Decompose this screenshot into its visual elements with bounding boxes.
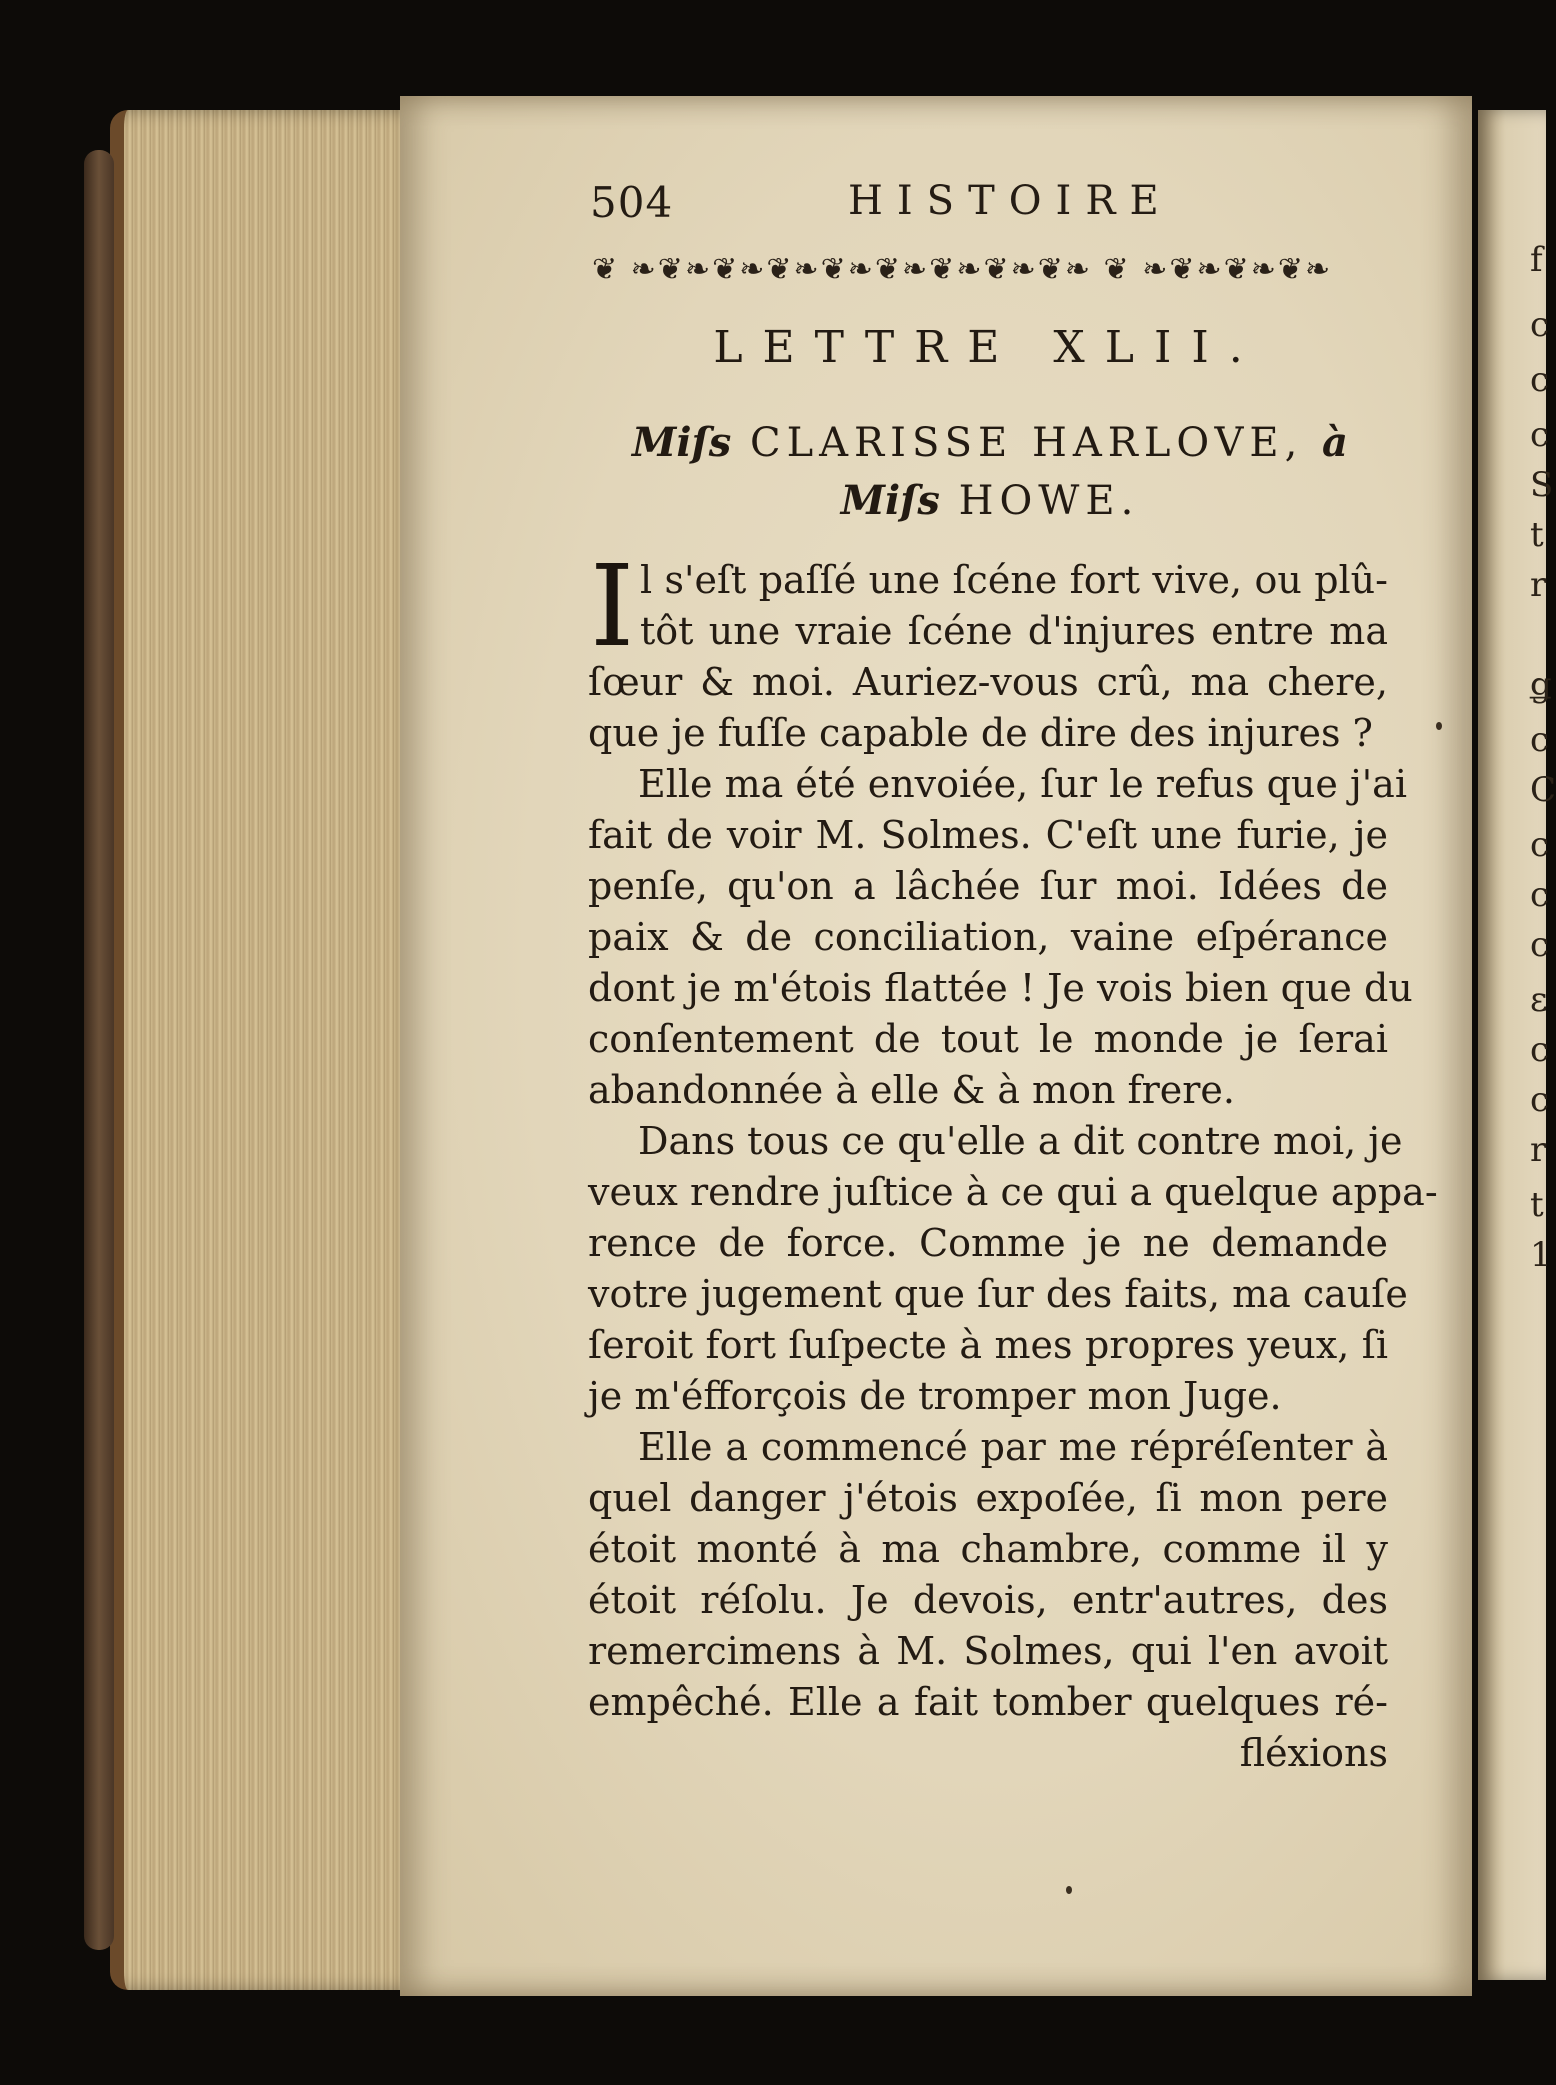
salutation-to: à [1322, 419, 1348, 466]
catchword: fléxions [1239, 1731, 1388, 1775]
salutation-recipient: HOWE. [958, 478, 1140, 524]
running-head: HISTOIRE [848, 178, 1173, 224]
facing-letter: c [1530, 1030, 1550, 1070]
salutation-miss: Miſs [632, 419, 732, 466]
text-line: que je fuſſe capable de dire des injures ? [588, 711, 1373, 755]
salutation-line-2 [600, 472, 1380, 530]
text-line: quel danger j'étois expoſée, ſi mon pere [588, 1476, 1388, 1520]
facing-letter: 1 [1530, 1235, 1552, 1275]
text-line: conſentement de tout le monde je ſerai [588, 1017, 1388, 1061]
letter-body [588, 542, 1438, 1779]
facing-letter: ɛ [1530, 980, 1548, 1020]
facing-letter: c [1530, 925, 1550, 965]
ornament-rule: ❦ ❧❦❧❦❧❦❧❦❧❦❧❦❧❦❧❦❧ ❦ ❧❦❧❦❧❦❧ [592, 252, 1333, 287]
text-line: Elle ma été envoiée, ſur le refus que j'ai [638, 762, 1407, 806]
text-line: fait de voir M. Solmes. C'eſt une furie, je [588, 813, 1388, 857]
page-number: 504 [590, 178, 674, 227]
page-header [590, 168, 1390, 228]
text-line: Dans tous ce qu'elle a dit contre moi, je [638, 1119, 1403, 1163]
ink-speck [1436, 722, 1442, 730]
text-line: dont je m'étois flattée ! Je vois bien que du [588, 966, 1413, 1010]
facing-letter: f [1530, 240, 1543, 280]
facing-letter: t [1530, 515, 1544, 555]
facing-letter: c [1530, 875, 1550, 915]
text-line: rence de force. Comme je ne demande [588, 1221, 1388, 1265]
text-line: remercimens à M. Solmes, qui l'en avoit [588, 1629, 1388, 1673]
ink-speck [1066, 1886, 1072, 1894]
text-line: ſœur & moi. Auriez-vous crû, ma chere, [588, 660, 1388, 704]
facing-letter: c [1530, 360, 1550, 400]
text-line: abandonnée à elle & à mon frere. [588, 1068, 1235, 1112]
drop-cap: I [590, 542, 635, 672]
facing-letter: r [1530, 1130, 1547, 1170]
facing-letter: c [1530, 305, 1550, 345]
text-line: penſe, qu'on a lâchée ſur moi. Idées de [588, 864, 1388, 908]
salutation [600, 414, 1380, 530]
facing-letter: C [1530, 770, 1556, 810]
facing-letter: c [1530, 720, 1550, 760]
text-line: tôt une vraie ſcéne d'injures entre ma [640, 609, 1388, 653]
text-line: veux rendre juſtice à ce qui a quelque appa- [588, 1170, 1438, 1214]
text-line: paix & de conciliation, vaine eſpérance [588, 915, 1388, 959]
facing-letter: c [1530, 415, 1550, 455]
facing-letter: c [1530, 1080, 1550, 1120]
text-line: ſeroit fort ſuſpecte à mes propres yeux, ſi [588, 1323, 1388, 1367]
text-line: Elle a commencé par me répréſenter à [638, 1425, 1388, 1469]
text-line: empêché. Elle a fait tomber quelques ré- [588, 1680, 1388, 1724]
salutation-sender: CLARISSE HARLOVE, [749, 420, 1304, 466]
facing-letter: ǥ [1530, 665, 1552, 705]
salutation-line-1 [600, 414, 1380, 472]
facing-letter: c [1530, 825, 1550, 865]
text-line: étoit monté à ma chambre, comme il y [588, 1527, 1388, 1571]
salutation-miss: Miſs [840, 477, 940, 524]
facing-letter: t [1530, 1185, 1544, 1225]
text-line: je m'éfforçois de tromper mon Juge. [588, 1374, 1282, 1418]
text-line: l s'eſt paſſé une ſcéne fort vive, ou plû- [640, 558, 1388, 602]
text-line: étoit réſolu. Je devois, entr'autres, des [588, 1578, 1388, 1622]
facing-page-edge [1478, 110, 1556, 1980]
page-edge-stack [110, 110, 424, 1990]
text-line: votre jugement que ſur des faits, ma cauſe [588, 1272, 1408, 1316]
facing-letter: r [1530, 565, 1547, 605]
facing-letter: S [1530, 465, 1554, 505]
letter-title: LETTRE XLII. [713, 322, 1263, 373]
